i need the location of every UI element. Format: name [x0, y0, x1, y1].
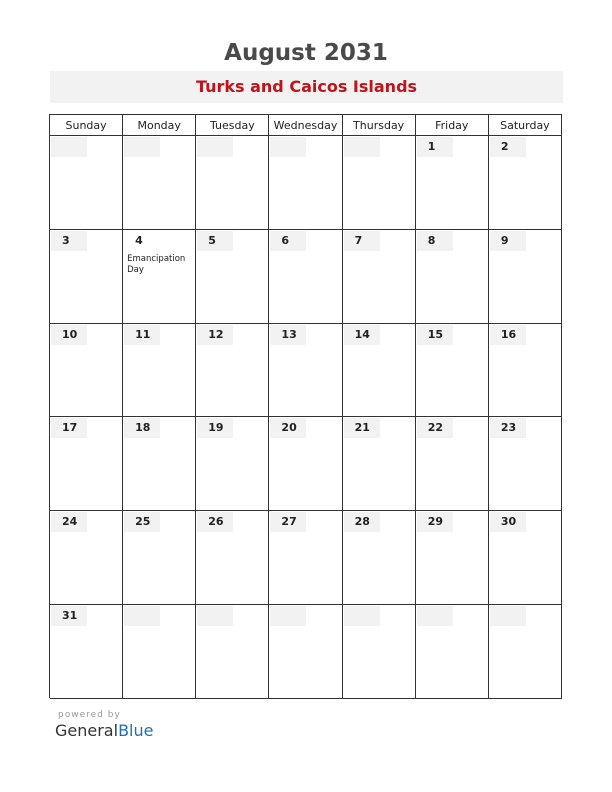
day-cell[interactable]	[343, 136, 416, 230]
day-number: 19	[197, 418, 233, 438]
day-cell[interactable]	[343, 324, 416, 418]
brand-logo-general: General	[55, 721, 119, 740]
day-number	[417, 606, 453, 626]
day-number: 28	[344, 512, 380, 532]
weekday-sunday: Sunday	[50, 115, 123, 136]
day-cell[interactable]	[489, 605, 562, 699]
day-cell[interactable]	[343, 417, 416, 511]
brand-logo-blue: Blue	[118, 721, 154, 740]
day-number	[51, 137, 87, 157]
day-number: 12	[197, 325, 233, 345]
day-number: 4	[135, 233, 143, 247]
day-cell[interactable]	[269, 417, 342, 511]
day-cell[interactable]	[50, 136, 123, 230]
day-cell[interactable]	[269, 511, 342, 605]
day-number: 3	[51, 231, 87, 251]
day-cell[interactable]	[50, 605, 123, 699]
week-row	[50, 417, 562, 511]
day-number: 31	[51, 606, 87, 626]
day-cell[interactable]	[50, 511, 123, 605]
day-number: 20	[270, 418, 306, 438]
day-number: 21	[344, 418, 380, 438]
day-cell[interactable]	[123, 417, 196, 511]
week-row	[50, 136, 562, 230]
day-cell[interactable]	[196, 511, 269, 605]
day-cell[interactable]	[196, 136, 269, 230]
powered-by-text: powered by	[58, 710, 121, 720]
weekday-header-row	[50, 115, 562, 136]
day-cell[interactable]	[123, 136, 196, 230]
day-cell[interactable]	[416, 230, 489, 324]
day-number: 13	[270, 325, 306, 345]
day-number: 23	[490, 418, 526, 438]
day-number	[344, 606, 380, 626]
day-number: 22	[417, 418, 453, 438]
day-cell[interactable]	[343, 230, 416, 324]
day-cell[interactable]	[196, 230, 269, 324]
day-cell[interactable]	[123, 511, 196, 605]
day-cell[interactable]	[50, 417, 123, 511]
page-title: August 2031	[224, 40, 388, 66]
day-number: 15	[417, 325, 453, 345]
day-cell[interactable]	[489, 136, 562, 230]
day-number	[270, 606, 306, 626]
day-number: 7	[344, 231, 380, 251]
day-number	[270, 137, 306, 157]
day-cell[interactable]	[416, 324, 489, 418]
day-number	[124, 606, 160, 626]
weekday-friday: Friday	[416, 115, 489, 136]
week-row	[50, 511, 562, 605]
day-number: 1	[417, 137, 453, 157]
day-number	[197, 137, 233, 157]
brand-logo[interactable]	[55, 721, 153, 741]
week-row	[50, 605, 562, 699]
day-cell[interactable]	[416, 511, 489, 605]
weekday-tuesday: Tuesday	[196, 115, 269, 136]
week-row	[50, 324, 562, 418]
weeks-container	[50, 136, 562, 699]
day-number: 2	[490, 137, 526, 157]
day-number: 11	[124, 325, 160, 345]
day-cell[interactable]	[196, 605, 269, 699]
day-number: 29	[417, 512, 453, 532]
day-number	[490, 606, 526, 626]
day-number: 16	[490, 325, 526, 345]
day-cell[interactable]	[196, 417, 269, 511]
day-cell[interactable]	[123, 324, 196, 418]
day-number: 6	[270, 231, 306, 251]
day-cell[interactable]	[269, 136, 342, 230]
day-number: 27	[270, 512, 306, 532]
day-cell[interactable]	[489, 511, 562, 605]
day-number	[344, 137, 380, 157]
day-cell[interactable]	[489, 230, 562, 324]
day-cell[interactable]	[123, 605, 196, 699]
calendar-grid	[49, 114, 562, 698]
weekday-saturday: Saturday	[489, 115, 562, 136]
day-cell[interactable]	[343, 511, 416, 605]
day-number: 9	[490, 231, 526, 251]
day-number: 5	[197, 231, 233, 251]
day-cell[interactable]	[123, 230, 196, 324]
week-row	[50, 230, 562, 324]
holiday-label: Emancipation Day	[127, 253, 186, 275]
day-number: 17	[51, 418, 87, 438]
day-number: 18	[124, 418, 160, 438]
day-cell[interactable]	[489, 324, 562, 418]
day-cell[interactable]	[196, 324, 269, 418]
day-number: 10	[51, 325, 87, 345]
day-number	[124, 137, 160, 157]
day-cell[interactable]	[343, 605, 416, 699]
day-number	[197, 606, 233, 626]
country-title: Turks and Caicos Islands	[50, 71, 563, 103]
weekday-thursday: Thursday	[343, 115, 416, 136]
day-cell[interactable]	[50, 230, 123, 324]
day-cell[interactable]	[489, 417, 562, 511]
weekday-monday: Monday	[123, 115, 196, 136]
day-cell[interactable]	[416, 417, 489, 511]
day-number: 26	[197, 512, 233, 532]
day-number: 14	[344, 325, 380, 345]
day-number: 8	[417, 231, 453, 251]
day-cell[interactable]	[416, 605, 489, 699]
day-cell[interactable]	[269, 230, 342, 324]
day-cell[interactable]	[269, 324, 342, 418]
day-cell[interactable]	[416, 136, 489, 230]
weekday-wednesday: Wednesday	[269, 115, 342, 136]
day-cell[interactable]	[269, 605, 342, 699]
day-number: 25	[124, 512, 160, 532]
day-number: 24	[51, 512, 87, 532]
day-number: 30	[490, 512, 526, 532]
day-cell[interactable]	[50, 324, 123, 418]
